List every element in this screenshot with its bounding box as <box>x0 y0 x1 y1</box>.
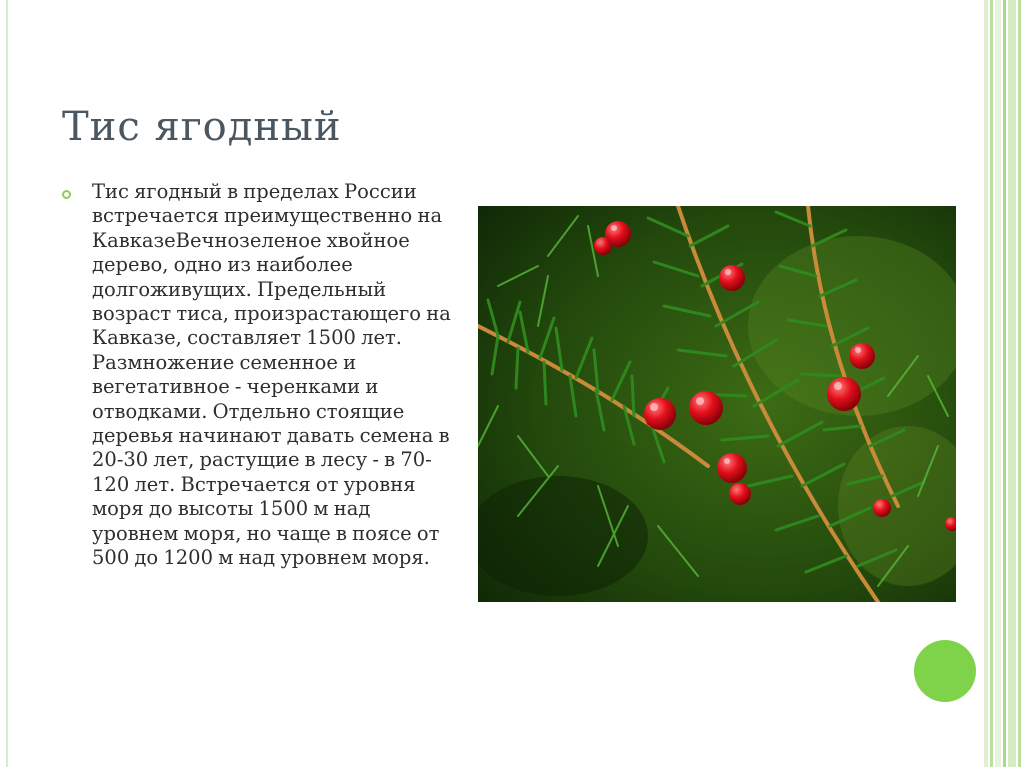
bullet-text: Тис ягодный в пределах России встречается преимущественно на КавказеВечнозеленое хвойное дерево, одно из наиболее долгоживущих. Предельный возраст тиса, произрастающего на Кавказе, составляет 1500 лет. Размножение семенное и вегетативное - черенками и отводками. Отдельно стоящие деревья начинают давать семена в 20-30 лет, растущие в лесу - в 70-120 лет. Встречается от уровня моря до высоты 1500 м над уровнем моря, но чаще в поясе от 500 до 1200 м над уровнем моря. <box>92 180 451 570</box>
bullet-icon <box>62 190 71 199</box>
yew-branch-photo <box>478 206 956 602</box>
slide-title: Тис ягодный <box>62 104 342 150</box>
decorative-green-circle <box>914 640 976 702</box>
right-decorative-stripes <box>984 0 1024 767</box>
left-border-line <box>6 0 8 767</box>
